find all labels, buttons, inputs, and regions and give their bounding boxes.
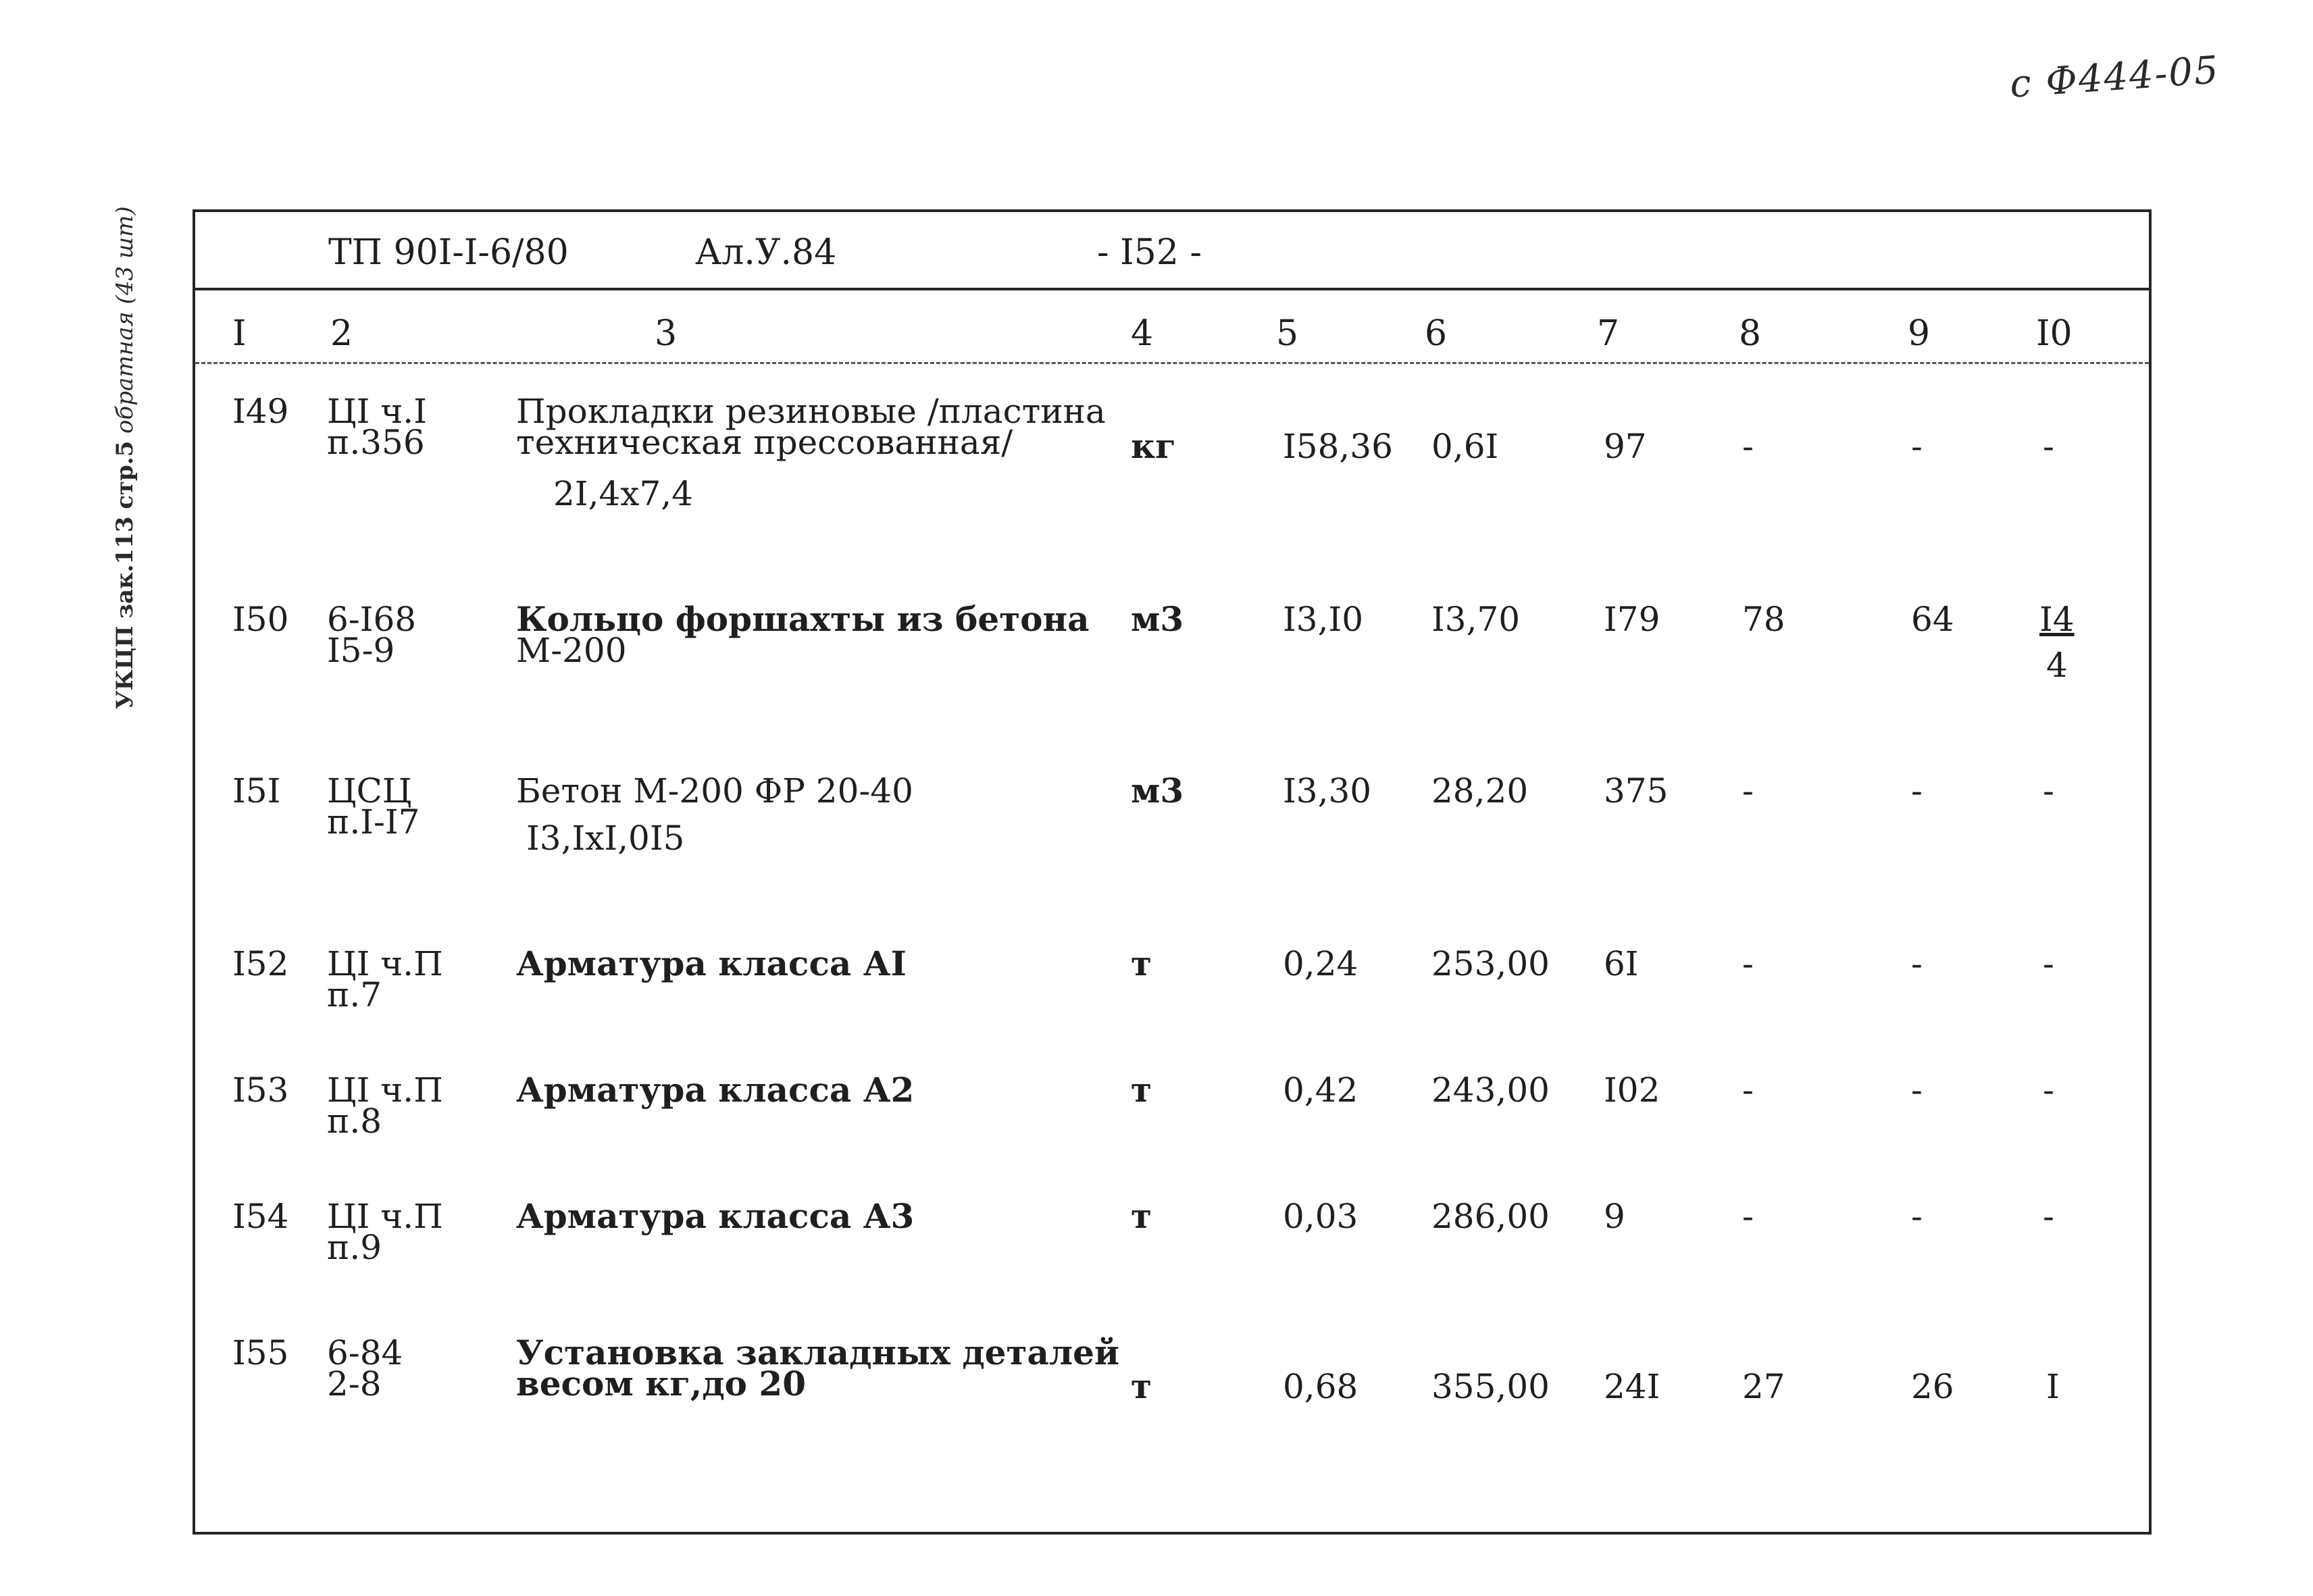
column-number-6: 6 [1425,313,1448,354]
side-stamp [111,206,138,709]
column-number-1: I [232,313,247,354]
row-col9: 26 [1911,1367,1954,1406]
row-col6: 253,00 [1431,944,1550,983]
row-unit: кг [1131,426,1176,466]
row-col6: 0,6I [1431,427,1499,466]
corner-code: с Ф444-05 [2008,48,2221,107]
row-col5: I3,I0 [1283,600,1364,639]
row-number: I53 [232,1071,289,1110]
column-number-8: 8 [1739,313,1762,354]
row-name-line1: Арматура класса АI [516,944,907,983]
row-unit: м3 [1131,599,1184,639]
side-stamp-part5: (43 шт) [111,206,138,305]
row-unit: т [1131,944,1152,983]
row-col8: - [1742,771,1754,810]
row-unit: т [1131,1196,1152,1236]
row-code-line2: п.I-I7 [327,802,420,842]
row-col7: 97 [1604,427,1647,466]
row-col10: I [2046,1367,2060,1406]
row-number: I55 [232,1333,289,1372]
row-col8: - [1742,427,1754,466]
column-number-5: 5 [1276,313,1299,354]
row-col8: - [1742,1197,1754,1236]
row-code-line2: п.8 [327,1102,382,1141]
row-col8: 27 [1742,1367,1785,1406]
row-code-line2: п.9 [327,1228,382,1267]
row-code-line1: ЦСЦ [327,771,412,810]
row-number: I54 [232,1197,289,1236]
row-number: I50 [232,600,289,639]
row-col8: - [1742,1071,1754,1110]
row-code-line1: ЦI ч.П [327,944,443,983]
row-name-line1: Арматура класса А3 [516,1196,915,1236]
side-stamp-part4: обратная [111,311,138,434]
row-col7: 375 [1604,771,1669,810]
row-code-line2: п.7 [327,975,382,1014]
row-col5: I58,36 [1283,427,1393,466]
row-code-line2: п.356 [327,423,425,462]
column-number-9: 9 [1908,313,1931,354]
row-col7: I02 [1604,1071,1660,1110]
row-col6: 355,00 [1431,1367,1550,1406]
row-col9: - [1911,771,1923,810]
row-number: I52 [232,944,289,983]
row-code-line2: I5-9 [327,631,395,670]
row-name-line2: весом кг,до 20 [516,1364,807,1404]
row-col10: - [2043,1197,2054,1236]
row-name-line2: техническая прессованная/ [516,423,1013,462]
side-stamp-part1: УКЦП [111,625,138,709]
row-unit: т [1131,1070,1152,1110]
row-name-line1: Бетон М-200 ФР 20-40 [516,771,913,810]
row-col9: - [1911,1197,1923,1236]
document-table [193,209,2152,1535]
row-col5: 0,68 [1283,1367,1358,1406]
row-col6: 28,20 [1431,771,1529,810]
side-stamp-part3: стр.5 [111,440,138,509]
row-col10: - [2043,427,2054,466]
row-name-line1: Прокладки резиновые /пластина [516,392,1106,431]
row-col5: 0,42 [1283,1071,1358,1110]
header-page: - I52 - [1097,232,1202,273]
row-col6: I3,70 [1431,600,1521,639]
row-col10: - [2043,771,2054,810]
row-name-line3: 2I,4х7,4 [553,474,693,513]
row-name-line1: Кольцо форшахты из бетона [516,599,1090,639]
row-code-line1: 6-I68 [327,600,417,639]
row-col7: I79 [1604,600,1660,639]
row-name-line1: Арматура класса А2 [516,1070,915,1110]
column-divider [195,362,2149,364]
row-col5: 0,24 [1283,944,1358,983]
row-name-line2: М-200 [516,631,627,670]
row-unit: т [1131,1366,1152,1406]
side-stamp-part2: зак.113 [111,516,138,619]
column-number-10: I0 [2036,313,2073,354]
column-number-3: 3 [655,313,678,354]
row-name-line1: Установка закладных деталей [516,1333,1119,1372]
row-code-line1: ЦI ч.П [327,1197,443,1236]
row-col5: I3,30 [1283,771,1372,810]
row-number: I5I [232,771,281,810]
row-col10-numerator: I4 [2039,600,2075,639]
row-col9: - [1911,944,1923,983]
row-code-line1: 6-84 [327,1333,403,1372]
column-number-4: 4 [1131,313,1154,354]
row-code-line1: ЦI ч.I [327,392,427,431]
column-number-2: 2 [330,313,353,354]
header-doc: ТП 90I-I-6/80 [328,232,569,273]
row-col7: 6I [1604,944,1639,983]
row-col8: 78 [1742,600,1785,639]
row-code-line2: 2-8 [327,1364,382,1404]
row-unit: м3 [1131,771,1184,810]
row-col5: 0,03 [1283,1197,1358,1236]
row-col10-denominator: 4 [2046,646,2068,685]
row-number: I49 [232,392,289,431]
row-col9: 64 [1911,600,1954,639]
row-col8: - [1742,944,1754,983]
row-col9: - [1911,427,1923,466]
row-col7: 9 [1604,1197,1625,1236]
row-col10: - [2043,944,2054,983]
row-col9: - [1911,1071,1923,1110]
row-col10: - [2043,1071,2054,1110]
row-col6: 286,00 [1431,1197,1550,1236]
row-col7: 24I [1604,1367,1660,1406]
header-divider [195,288,2149,290]
column-number-7: 7 [1597,313,1620,354]
row-name-line2: I3,IхI,0I5 [526,819,685,858]
row-col6: 243,00 [1431,1071,1550,1110]
row-code-line1: ЦI ч.П [327,1071,443,1110]
header-album: Ал.У.84 [695,232,837,273]
